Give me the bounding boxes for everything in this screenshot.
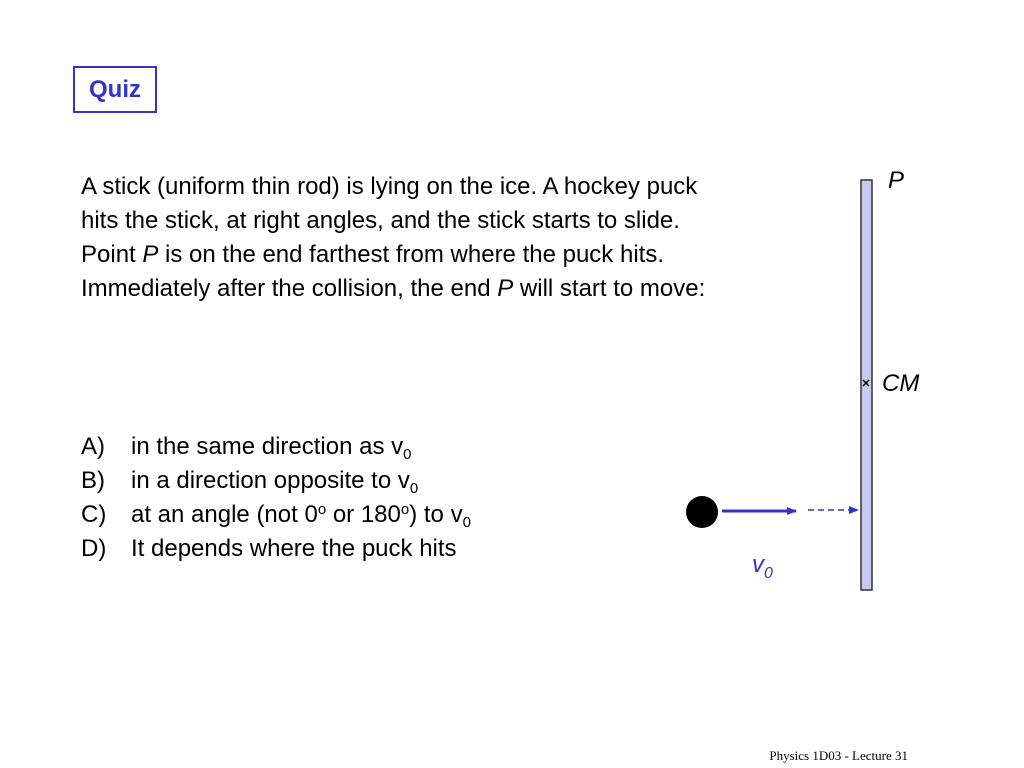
quiz-title: Quiz	[89, 75, 141, 103]
option-subscript: 0	[409, 480, 419, 497]
center-of-mass-marker	[863, 380, 869, 386]
degree-superscript: o	[317, 501, 327, 518]
velocity-subscript: 0	[764, 565, 773, 582]
option-subscript: 0	[403, 446, 412, 463]
option-text-mid: or 180	[326, 501, 401, 528]
hockey-puck	[686, 496, 718, 528]
cm-label: CM	[882, 370, 920, 397]
velocity-symbol: v	[752, 551, 764, 578]
stick-rod	[861, 180, 872, 590]
option-letter: A)	[81, 433, 105, 460]
option-text-main: It depends where the puck hits	[131, 535, 457, 562]
option-letter: C)	[81, 501, 107, 528]
question-part-3: will start to move:	[513, 275, 706, 302]
option-text-before: at an angle (not 0	[131, 501, 318, 528]
degree-superscript: o	[400, 501, 410, 518]
option-a	[81, 430, 641, 464]
question-point-p-1: P	[142, 241, 159, 268]
question-part-1: A stick (uniform thin rod) is lying on the ice. A hockey puck hits the stick, at right angles, and the stick starts to slide. Point	[81, 173, 698, 268]
option-letter: D)	[81, 535, 107, 562]
option-text	[131, 464, 418, 498]
option-text	[131, 498, 471, 532]
velocity-label	[752, 551, 773, 582]
question-text	[81, 170, 721, 306]
option-c	[81, 498, 641, 532]
footer-text: Physics 1D03 - Lecture 31	[769, 748, 908, 763]
option-b	[81, 464, 641, 498]
option-letter: B)	[81, 467, 105, 494]
question-part-2: is on the end farthest from where the puck hits. Immediately after the collision, the end	[81, 241, 664, 302]
option-d	[81, 532, 641, 566]
option-text-after: ) to v	[409, 501, 463, 528]
question-point-p-2: P	[497, 275, 514, 302]
option-text	[131, 430, 411, 464]
option-text	[131, 532, 457, 566]
option-subscript: 0	[462, 514, 471, 531]
option-text-main: in a direction opposite to v	[131, 467, 410, 494]
point-p-label: P	[888, 167, 905, 194]
quiz-title-box	[73, 66, 157, 113]
option-text-main: in the same direction as v	[131, 433, 404, 460]
answer-options	[81, 430, 641, 566]
